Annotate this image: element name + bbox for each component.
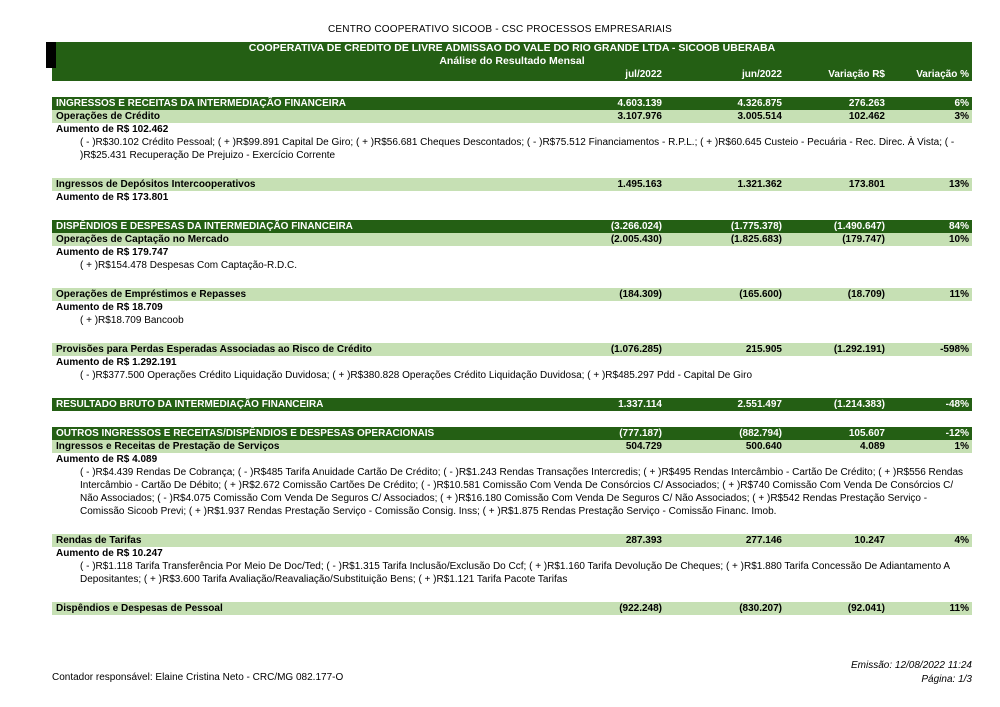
row-value: (1.214.383)	[833, 399, 885, 410]
detail-text: ( - )R$4.439 Rendas De Cobrança; ( - )R$485 Tarifa Anuidade Cartão De Crédito; ( - )R$1.243 Rendas Transações Intercredis; ( + )R$495 Rendas Intercâmbio - Cartão De Crédito; ( + )R$556 Rendas Intercâmbio - Cartão De Débito; ( + )R$2.672 Comissão Cartões De Crédito; ( - )R$10.581 Comissão Com Venda De Consórcios C/ Associados; ( + )R$740 Comissão Com Venda De Consórcios C/ Não Associados; ( - )R$4.075 Comissão Com Venda De Seguros C/ Associados; ( + )R$16.180 Comissão Com Venda De Seguros C/ Não Associados; ( + )R$542 Rendas Prestação Serviço - Comissão Sicoob Previ; ( + )R$1.937 Rendas Prestação Serviço - Comissão Consig. Inss; ( + )R$1.875 Rendas Prestação Serviço - Comissão Financ. Imob.	[80, 467, 964, 517]
section-row	[52, 220, 972, 233]
row-value: 4.089	[859, 441, 885, 452]
accountant-note: Contador responsável: Elaine Cristina Neto - CRC/MG 082.177-O	[52, 672, 344, 683]
subrow-row	[52, 110, 972, 123]
row-value: 13%	[948, 179, 969, 190]
aumento-label: Aumento de R$ 102.462	[56, 124, 169, 135]
row-value: 2.551.497	[737, 399, 782, 410]
spacer	[52, 518, 972, 534]
aumento-label: Aumento de R$ 4.089	[56, 454, 158, 465]
row-value: (1.292.191)	[833, 344, 885, 355]
row-label: Rendas de Tarifas	[56, 535, 142, 546]
row-label: Operações de Crédito	[56, 111, 160, 122]
subrow-row	[52, 178, 972, 191]
detail-text: ( + )R$154.478 Despesas Com Captação-R.D.C.	[80, 260, 298, 271]
row-value: 3.005.514	[737, 111, 782, 122]
row-value: (1.775.378)	[730, 221, 782, 232]
row-value: (1.825.683)	[730, 234, 782, 245]
row-label: Operações de Captação no Mercado	[56, 234, 229, 245]
row-value: (830.207)	[739, 603, 782, 614]
spacer	[52, 162, 972, 178]
column-header-jul-2022: jul/2022	[625, 69, 662, 80]
logo-block	[46, 42, 56, 68]
row-value: (165.600)	[739, 289, 782, 300]
spacer	[52, 411, 972, 427]
report-table	[52, 42, 972, 615]
detail-text: ( + )R$18.709 Bancoob	[80, 315, 184, 326]
row-value: 102.462	[848, 111, 885, 122]
row-value: -12%	[945, 428, 969, 439]
section-row	[52, 427, 972, 440]
row-label: DISPÊNDIOS E DESPESAS DA INTERMEDIAÇÃO FINANCEIRA	[56, 221, 353, 232]
row-value: 10.247	[854, 535, 885, 546]
row-value: 277.146	[745, 535, 782, 546]
aumento-label: Aumento de R$ 1.292.191	[56, 357, 177, 368]
row-value: 105.607	[848, 428, 885, 439]
aumento-label: Aumento de R$ 18.709	[56, 302, 163, 313]
column-header-jun-2022: jun/2022	[741, 69, 782, 80]
spacer	[52, 272, 972, 288]
row-value: (1.076.285)	[610, 344, 662, 355]
row-value: (92.041)	[847, 603, 885, 614]
row-value: 11%	[949, 289, 969, 300]
row-value: 11%	[949, 603, 969, 614]
row-value: 1.321.362	[737, 179, 782, 190]
emission-info	[851, 659, 972, 687]
detail-text: ( - )R$30.102 Crédito Pessoal; ( + )R$99.891 Capital De Giro; ( + )R$56.681 Cheques Descontados; ( - )R$75.512 Financiamentos - R.P.L.; ( + )R$60.645 Custeio - Pecuária - Rec. Direc. À Vista; ( - )R$25.431 Recuperação De Prejuizo - Exercício Corrente	[80, 137, 955, 161]
section-row	[52, 97, 972, 110]
detail-text: ( - )R$1.118 Tarifa Transferência Por Meio De Doc/Ted; ( - )R$1.315 Tarifa Inclusão/Exclusão Do Ccf; ( + )R$1.160 Tarifa Devolução De Cheques; ( + )R$1.880 Tarifa Concessão De Adiantamento A Depositantes; ( + )R$3.600 Tarifa Avaliação/Reavaliação/Substituição Bens; ( + )R$1.121 Tarifa Pacote Tarifas	[80, 561, 950, 585]
row-value: -598%	[940, 344, 969, 355]
row-value: 287.393	[625, 535, 662, 546]
spacer	[52, 327, 972, 343]
aumento-label: Aumento de R$ 10.247	[56, 548, 163, 559]
row-value: (777.187)	[619, 428, 662, 439]
spacer	[52, 586, 972, 602]
spacer	[52, 81, 972, 97]
row-value: (922.248)	[619, 603, 662, 614]
report-title: COOPERATIVA DE CREDITO DE LIVRE ADMISSAO DO VALE DO RIO GRANDE LTDA - SICOOB UBERABA	[248, 42, 776, 54]
row-label: Dispêndios e Despesas de Pessoal	[56, 603, 223, 614]
row-label: OUTROS INGRESSOS E RECEITAS/DISPÊNDIOS E DESPESAS OPERACIONAIS	[56, 428, 435, 439]
aumento-label: Aumento de R$ 173.801	[56, 192, 169, 203]
subrow-row	[52, 233, 972, 246]
row-value: (18.709)	[847, 289, 885, 300]
subrow-row	[52, 440, 972, 453]
row-value: 3.107.976	[617, 111, 662, 122]
row-value: 3%	[954, 111, 969, 122]
row-value: 276.263	[848, 98, 885, 109]
subrow-row	[52, 534, 972, 547]
row-value: 500.640	[745, 441, 782, 452]
report-header-band	[52, 42, 972, 81]
row-value: 1.495.163	[617, 179, 662, 190]
spacer	[52, 382, 972, 398]
row-label: Provisões para Perdas Esperadas Associadas ao Risco de Crédito	[56, 344, 372, 355]
spacer	[52, 204, 972, 220]
column-header-variacao-rs: Variação R$	[828, 69, 885, 80]
top-header: CENTRO COOPERATIVO SICOOB - CSC PROCESSOS EMPRESARIAIS	[327, 24, 672, 35]
row-value: (3.266.024)	[610, 221, 662, 232]
row-value: 1.337.114	[618, 399, 662, 410]
subrow-row	[52, 602, 972, 615]
column-header-row	[52, 68, 972, 81]
row-value: 84%	[948, 221, 969, 232]
row-value: (882.794)	[739, 428, 782, 439]
subrow-row	[52, 343, 972, 356]
row-label: RESULTADO BRUTO DA INTERMEDIAÇÃO FINANCEIRA	[56, 399, 324, 410]
row-value: 4.326.875	[737, 98, 782, 109]
row-value: (179.747)	[842, 234, 885, 245]
row-label: Ingressos de Depósitos Intercooperativos	[56, 179, 256, 190]
row-value: 215.905	[745, 344, 782, 355]
aumento-label: Aumento de R$ 179.747	[56, 247, 169, 258]
row-value: 10%	[948, 234, 969, 245]
report-rows	[52, 81, 972, 615]
row-value: 6%	[954, 98, 969, 109]
report-subtitle: Análise do Resultado Mensal	[439, 55, 585, 67]
page-number: Página: 1/3	[921, 674, 972, 685]
row-label: Operações de Empréstimos e Repasses	[56, 289, 247, 300]
row-value: 504.729	[625, 441, 662, 452]
row-value: 4%	[954, 535, 969, 546]
detail-text: ( - )R$377.500 Operações Crédito Liquidação Duvidosa; ( + )R$380.828 Operações Crédito Liquidação Duvidosa; ( + )R$485.297 Pdd - Capital De Giro	[80, 370, 753, 381]
column-header-variacao-pct: Variação %	[916, 69, 969, 80]
emission-date: Emissão: 12/08/2022 11:24	[850, 660, 972, 671]
section-row	[52, 398, 972, 411]
row-value: (184.309)	[619, 289, 662, 300]
row-value: 1%	[954, 441, 969, 452]
row-value: (2.005.430)	[610, 234, 662, 245]
row-value: -48%	[945, 399, 969, 410]
row-label: Ingressos e Receitas de Prestação de Serviços	[56, 441, 280, 452]
column-header-spacer	[52, 68, 555, 81]
row-value: 4.603.139	[617, 98, 662, 109]
row-label: INGRESSOS E RECEITAS DA INTERMEDIAÇÃO FINANCEIRA	[56, 98, 347, 109]
row-value: (1.490.647)	[833, 221, 885, 232]
subrow-row	[52, 288, 972, 301]
row-value: 173.801	[848, 179, 885, 190]
